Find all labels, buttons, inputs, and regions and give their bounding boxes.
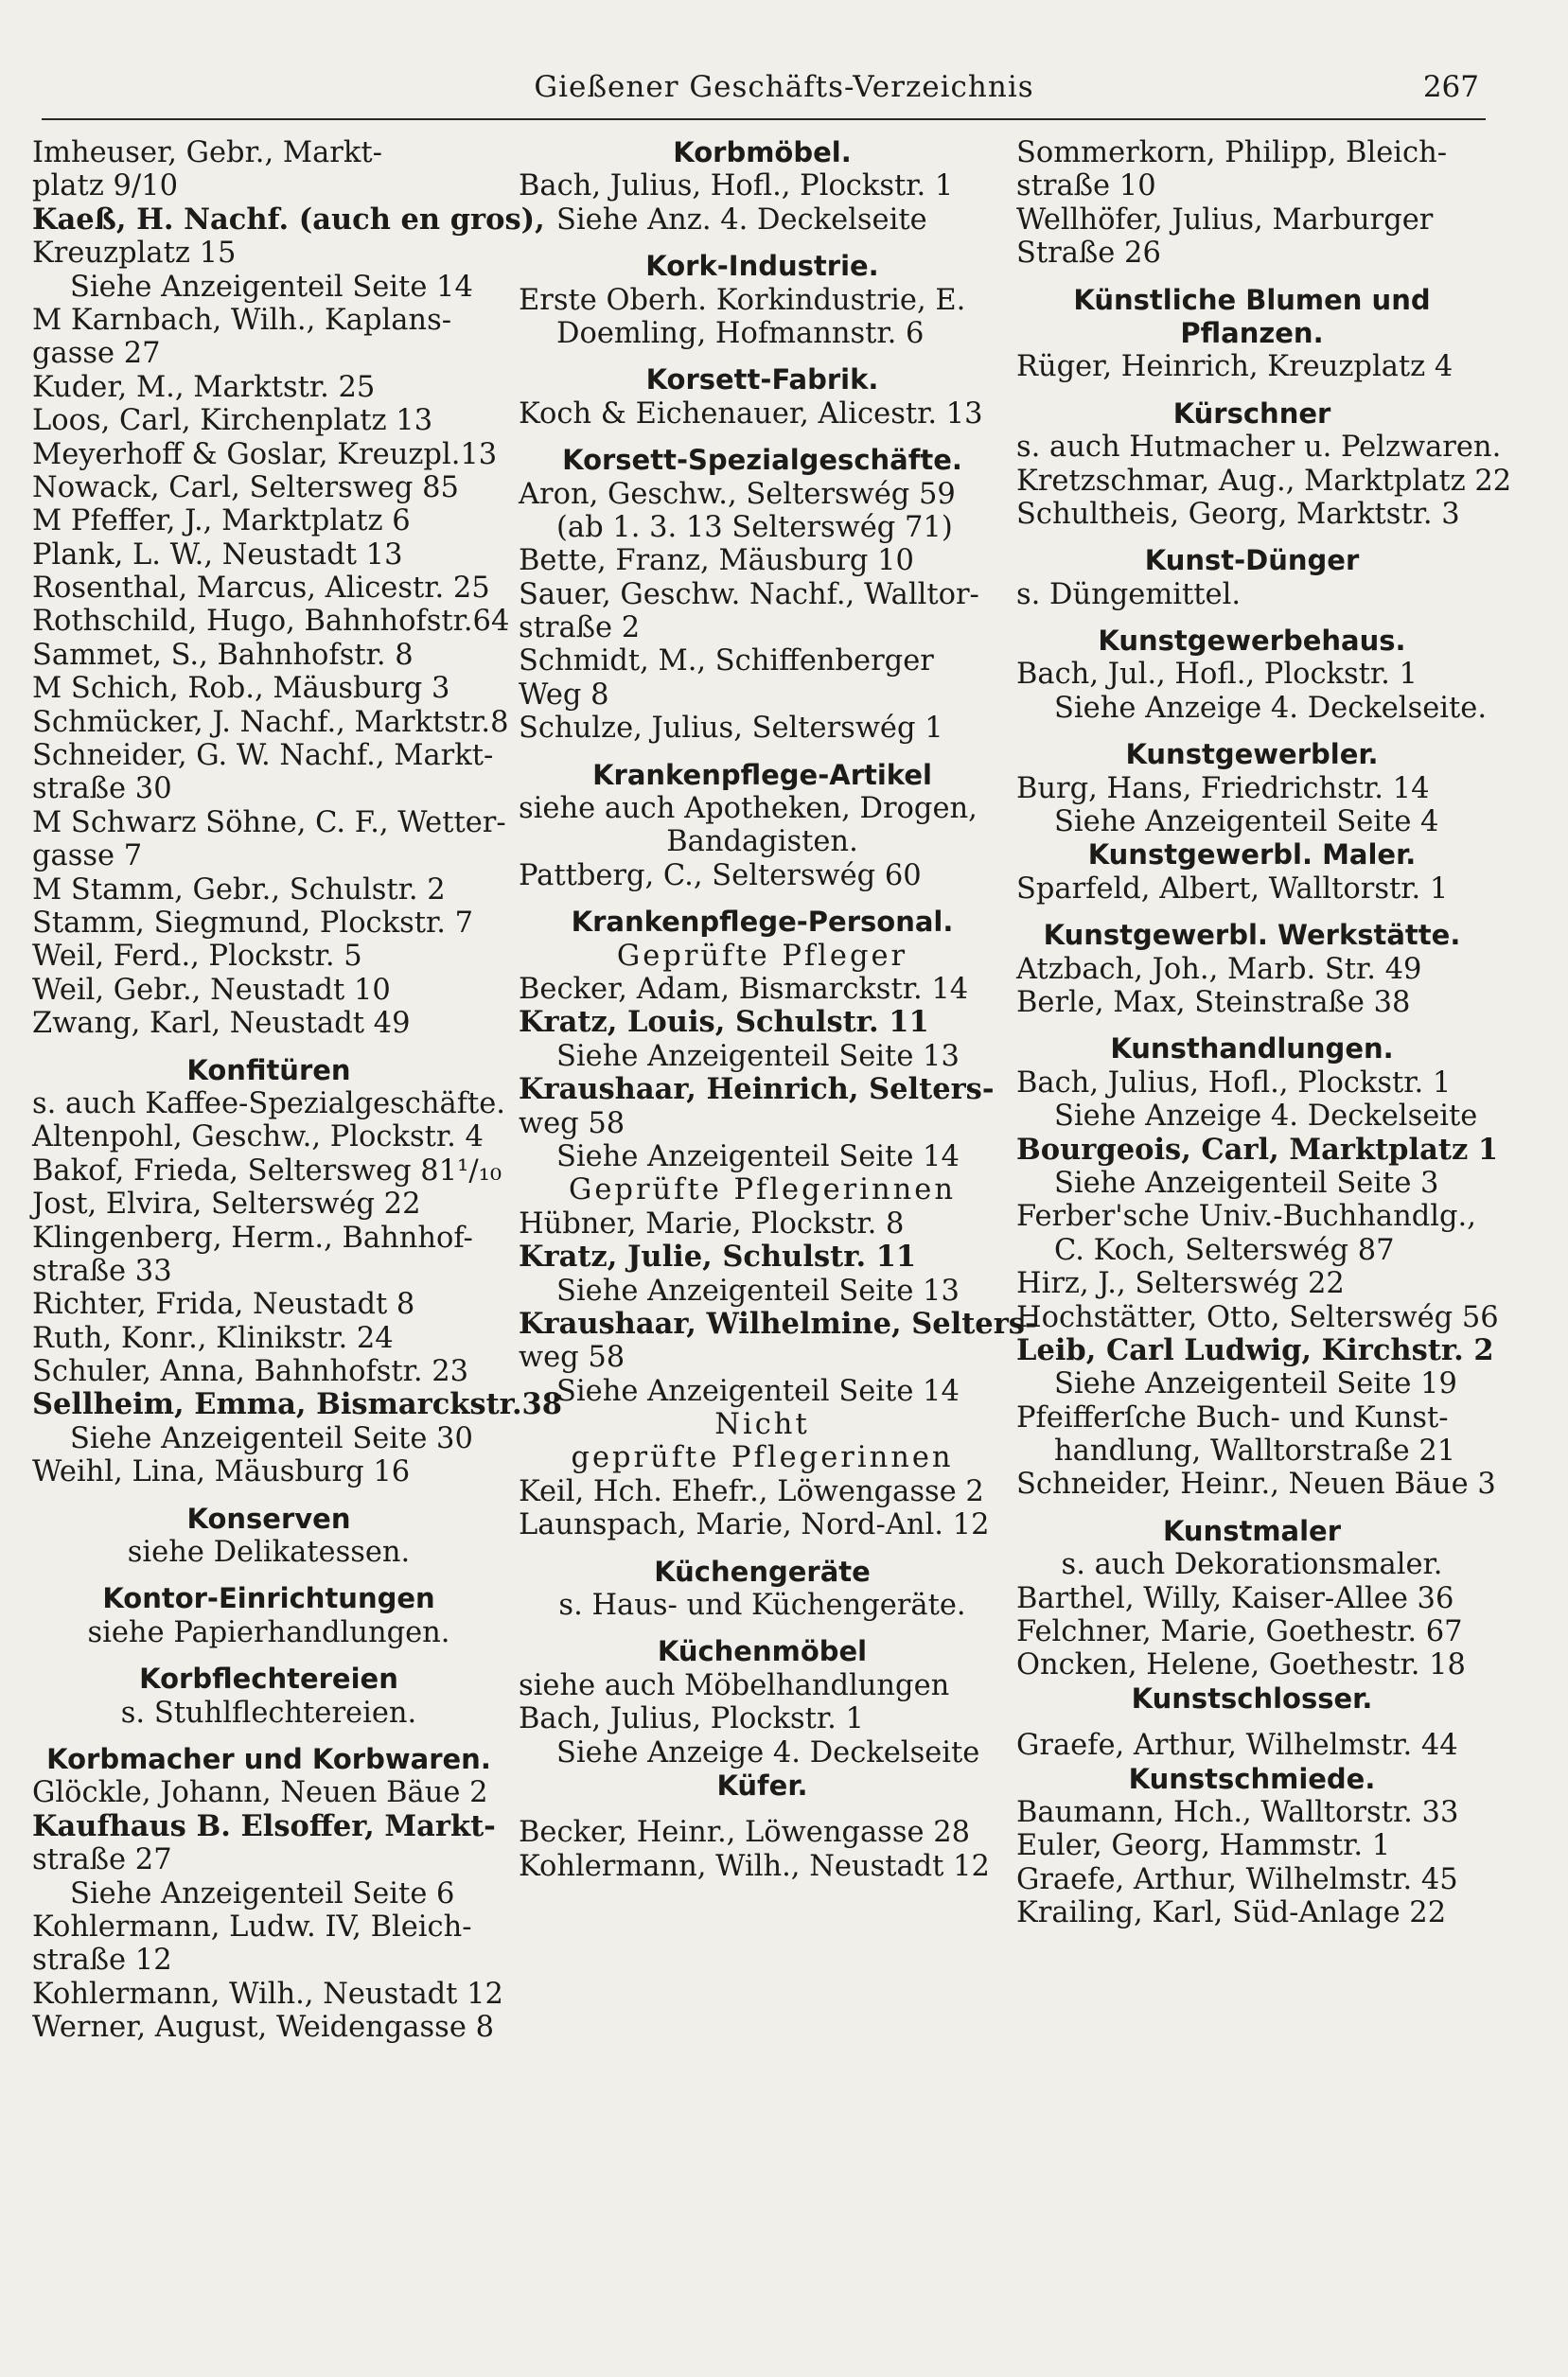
entry-line: Felchner, Marie, Goethestr. 67 <box>1016 1615 1463 1649</box>
entry-line: M Karnbach, Wilh., Kaplans- <box>32 303 452 337</box>
entry-line: Pfeifferſche Buch- und Kunst- <box>1016 1400 1449 1435</box>
section-heading: Kunst-Dünger <box>1144 544 1360 577</box>
entry-line: Schultheis, Georg, Marktstr. 3 <box>1016 497 1460 531</box>
section-heading: Kunstschlosser. <box>1131 1682 1373 1715</box>
entry-line: Erste Oberh. Korkindustrie, E. <box>519 283 966 317</box>
entry-line: Bandagisten. <box>666 825 858 859</box>
entry-line: Imheuser, Gebr., Markt- <box>32 136 382 169</box>
entry-line: Schmücker, J. Nachf., Marktstr.8 <box>32 705 509 739</box>
entry-line: M Schich, Rob., Mäusburg 3 <box>32 672 450 706</box>
entry-line: Glöckle, Johann, Neuen Bäue 2 <box>32 1776 488 1810</box>
entry-line: weg 58 <box>519 1106 625 1140</box>
entry-line: Zwang, Karl, Neustadt 49 <box>32 1007 411 1041</box>
entry-line: Kraushaar, Heinrich, Selters- <box>519 1072 995 1107</box>
entry-line: s. auch Kaffee-Spezialgeschäfte. <box>32 1086 505 1120</box>
entry-line: Berle, Max, Steinstraße 38 <box>1016 985 1411 1019</box>
entry-line: Siehe Anzeigenteil Seite 13 <box>556 1274 960 1308</box>
section-heading: Kunstgewerbl. Werkstätte. <box>1043 919 1461 952</box>
entry-line: Weil, Gebr., Neustadt 10 <box>32 973 391 1007</box>
column-right <box>1016 136 1512 1930</box>
entry-line: handlung, Walltorstraße 21 <box>1054 1435 1456 1469</box>
section-heading: Kunstgewerbehaus. <box>1098 625 1406 658</box>
entry-line: Kaufhaus B. Elsoffer, Markt- <box>32 1808 496 1843</box>
entry-line: Kratz, Julie, Schulstr. 11 <box>519 1240 917 1275</box>
entry-line: Graefe, Arthur, Wilhelmstr. 44 <box>1016 1729 1458 1763</box>
entry-line: M Stamm, Gebr., Schulstr. 2 <box>32 872 446 907</box>
entry-line: gasse 7 <box>32 839 143 873</box>
entry-line: geprüfte Pflegerinnen <box>571 1441 954 1475</box>
spacer <box>519 237 1006 250</box>
section-heading: Konserven <box>186 1502 351 1535</box>
spacer <box>32 1489 505 1503</box>
entry-line: Sauer, Geschw. Nachf., Walltor- <box>519 577 979 611</box>
entry-line: Weihl, Lina, Mäusburg 16 <box>32 1455 411 1489</box>
section-heading: Künstliche Blumen und <box>1073 283 1431 316</box>
entry-line: Stamm, Siegmund, Plockstr. 7 <box>32 906 474 940</box>
entry-line: gasse 27 <box>32 337 161 371</box>
page-number: 267 <box>1422 70 1479 104</box>
entry-line: Rüger, Heinrich, Kreuzplatz 4 <box>1016 350 1453 384</box>
entry-line: Ruth, Konr., Klinikstr. 24 <box>32 1321 394 1355</box>
entry-line: Baumann, Hch., Walltorstr. 33 <box>1016 1795 1459 1829</box>
entry-line: Siehe Anzeigenteil Seite 14 <box>556 1374 960 1408</box>
entry-line: straße 27 <box>32 1843 172 1877</box>
entry-line: Siehe Anzeigenteil Seite 3 <box>1054 1166 1439 1200</box>
entry-line: Bourgeois, Carl, Marktplatz 1 <box>1016 1132 1499 1167</box>
section-heading: Konfitüren <box>186 1053 351 1086</box>
entry-line: Schneider, Heinr., Neuen Bäue 3 <box>1016 1468 1496 1502</box>
spacer <box>519 1803 1006 1816</box>
entry-line: Rothschild, Hugo, Bahnhofstr.64 <box>32 605 510 639</box>
entry-line: Rosenthal, Marcus, Alicestr. 25 <box>32 572 490 606</box>
entry-line: Meyerhoff & Goslar, Kreuzpl.13 <box>32 437 498 471</box>
entry-line: Geprüfte Pflegerinnen <box>569 1173 956 1207</box>
section-heading: Kontor-Einrichtungen <box>102 1582 435 1615</box>
entry-line: Krailing, Karl, Süd-Anlage 22 <box>1016 1896 1447 1930</box>
entry-line: Sparfeld, Albert, Walltorstr. 1 <box>1016 872 1449 906</box>
entry-line: Bach, Julius, Hofl., Plockstr. 1 <box>519 169 954 203</box>
entry-line: Kuder, M., Marktstr. 25 <box>32 370 376 404</box>
entry-line: Siehe Anzeigenteil Seite 30 <box>70 1421 473 1455</box>
entry-line: s. Haus- und Küchengeräte. <box>558 1589 966 1623</box>
entry-line: Kratz, Louis, Schulstr. 11 <box>519 1005 929 1040</box>
spacer <box>1016 531 1488 544</box>
entry-line: Siehe Anzeigenteil Seite 4 <box>1054 805 1439 839</box>
entry-line: C. Koch, Selterswég 87 <box>1054 1233 1395 1267</box>
entry-line: Nicht <box>714 1408 810 1442</box>
entry-line: siehe Delikatessen. <box>127 1536 411 1570</box>
entry-line: Ferber'sche Univ.-Buchhandlg., <box>1016 1200 1476 1234</box>
entry-line: straße 12 <box>32 1944 172 1978</box>
entry-line: Becker, Adam, Bismarckstr. 14 <box>519 972 969 1006</box>
entry-line: Doemling, Hofmannstr. 6 <box>556 316 925 350</box>
entry-line: straße 30 <box>32 772 172 806</box>
spacer <box>1016 1502 1488 1515</box>
section-heading: Kunstschmiede. <box>1128 1762 1376 1795</box>
entry-line: Siehe Anzeige 4. Deckelseite <box>1054 1100 1478 1134</box>
entry-line: Kohlermann, Ludw. IV, Bleich- <box>32 1910 472 1944</box>
entry-line: Keil, Hch. Ehefr., Löwengasse 2 <box>519 1474 984 1508</box>
entry-line: Leib, Carl Ludwig, Kirchstr. 2 <box>1016 1332 1494 1367</box>
entry-line: Barthel, Willy, Kaiser-Allee 36 <box>1016 1581 1454 1615</box>
entry-line: s. Stuhlflechtereien. <box>120 1696 417 1730</box>
entry-line: Siehe Anzeige 4. Deckelseite <box>556 1735 980 1770</box>
entry-line: Schneider, G. W. Nachf., Markt- <box>32 739 494 773</box>
entry-line: Siehe Anzeige 4. Deckelseite. <box>1054 691 1488 725</box>
section-heading: Küchenmöbel <box>657 1635 868 1668</box>
entry-line: Becker, Heinr., Löwengasse 28 <box>519 1816 971 1850</box>
entry-line: Sammet, S., Bahnhofstr. 8 <box>32 638 414 672</box>
spacer <box>32 1569 505 1582</box>
spacer <box>519 431 1006 444</box>
entry-line: Kohlermann, Wilh., Neustadt 12 <box>32 1977 503 2011</box>
entry-line: Loos, Carl, Kirchenplatz 13 <box>32 404 433 438</box>
entry-line: Hirz, J., Selterswég 22 <box>1016 1267 1345 1301</box>
section-heading: Krankenpflege-Personal. <box>571 906 954 939</box>
entry-line: M Schwarz Söhne, C. F., Wetter- <box>32 805 506 839</box>
section-heading: Kork-Industrie. <box>645 250 879 283</box>
entry-line: Sellheim, Emma, Bismarckstr.38 <box>32 1387 563 1422</box>
entry-line: Kaeß, H. Nachf. (auch en gros), <box>32 202 545 237</box>
section-heading: Kunsthandlungen. <box>1110 1032 1394 1065</box>
header-rule <box>42 118 1486 120</box>
entry-line: weg 58 <box>519 1341 625 1375</box>
section-heading: Kunstgewerbler. <box>1125 738 1379 771</box>
section-heading: Korbmacher und Korbwaren. <box>46 1742 491 1775</box>
entry-line: Bakof, Frieda, Seltersweg 81¹/₁₀ <box>32 1153 502 1188</box>
entry-line: Kraushaar, Wilhelmine, Selters- <box>519 1306 1037 1341</box>
spacer <box>519 350 1006 363</box>
entry-line: Siehe Anzeigenteil Seite 13 <box>556 1039 960 1073</box>
entry-line: Oncken, Helene, Goethestr. 18 <box>1016 1648 1466 1682</box>
section-heading: Kunstmaler <box>1162 1514 1342 1547</box>
entry-line: Nowack, Carl, Seltersweg 85 <box>32 470 459 504</box>
spacer <box>1016 384 1488 397</box>
running-title: Gießener Geschäfts-Verzeichnis <box>534 70 1034 104</box>
spacer <box>32 1649 505 1663</box>
entry-line: Bach, Julius, Plockstr. 1 <box>519 1702 864 1736</box>
entry-line: Siehe Anz. 4. Deckelseite <box>556 202 927 237</box>
entry-line: s. Düngemittel. <box>1016 577 1242 611</box>
entry-line: s. auch Dekorationsmaler. <box>1061 1548 1443 1582</box>
entry-line: s. auch Hutmacher u. Pelzwaren. <box>1016 431 1502 465</box>
entry-line: Euler, Georg, Hammstr. 1 <box>1016 1829 1391 1863</box>
spacer <box>519 1622 1006 1635</box>
entry-line: (ab 1. 3. 13 Selterswég 71) <box>556 510 953 544</box>
section-heading: Korbmöbel. <box>673 136 852 168</box>
section-heading: Küchengeräte <box>654 1555 871 1588</box>
section-heading: Krankenpflege-Artikel <box>592 758 932 791</box>
spacer <box>519 892 1006 906</box>
entry-line: Kretzschmar, Aug., Marktplatz 22 <box>1016 464 1512 498</box>
column-middle <box>519 136 1037 1883</box>
entry-line: Altenpohl, Geschw., Plockstr. 4 <box>32 1120 484 1154</box>
entry-line: M Pfeffer, J., Marktplatz 6 <box>32 504 411 538</box>
entry-line: Geprüfte Pfleger <box>616 939 908 973</box>
section-heading: Pflanzen. <box>1180 316 1324 349</box>
entry-line: Schmidt, M., Schiffenberger <box>519 644 934 678</box>
spacer <box>32 1730 505 1743</box>
spacer <box>1016 271 1488 284</box>
spacer <box>32 1041 505 1054</box>
entry-line: Richter, Frida, Neustadt 8 <box>32 1288 415 1322</box>
entry-line: platz 9/10 <box>32 169 178 203</box>
entry-line: Hübner, Marie, Plockstr. 8 <box>519 1206 905 1241</box>
entry-line: Plank, L. W., Neustadt 13 <box>32 537 403 572</box>
entry-line: Kreuzplatz 15 <box>32 237 237 271</box>
entry-line: siehe auch Möbelhandlungen <box>519 1668 950 1702</box>
entry-line: Pattberg, C., Selterswég 60 <box>519 858 922 892</box>
entry-line: Straße 26 <box>1016 237 1161 271</box>
entry-line: straße 10 <box>1016 169 1156 203</box>
entry-line: Schuler, Anna, Bahnhofstr. 23 <box>32 1355 469 1389</box>
entry-line: Jost, Elvira, Selterswég 22 <box>32 1188 421 1222</box>
entry-line: siehe auch Apotheken, Drogen, <box>519 792 978 826</box>
entry-line: Aron, Geschw., Selterswég 59 <box>519 477 956 511</box>
entry-line: Hochstätter, Otto, Selterswég 56 <box>1016 1300 1499 1334</box>
spacer <box>1016 611 1488 625</box>
entry-line: Bach, Julius, Hofl., Plockstr. 1 <box>1016 1065 1452 1100</box>
spacer <box>1016 1019 1488 1032</box>
entry-line: Bach, Jul., Hofl., Plockstr. 1 <box>1016 658 1418 692</box>
entry-line: Atzbach, Joh., Marb. Str. 49 <box>1016 952 1422 986</box>
entry-line: Graefe, Arthur, Wilhelmstr. 45 <box>1016 1862 1458 1896</box>
entry-line: Kohlermann, Wilh., Neustadt 12 <box>519 1849 990 1883</box>
spacer <box>1016 906 1488 919</box>
entry-line: siehe Papierhandlungen. <box>87 1615 450 1649</box>
entry-line: Bette, Franz, Mäusburg 10 <box>519 544 914 578</box>
spacer <box>519 1542 1006 1556</box>
entry-line: Weg 8 <box>519 678 609 712</box>
section-heading: Korsett-Spezialgeschäfte. <box>562 444 962 477</box>
entry-line: straße 2 <box>519 611 641 645</box>
column-left <box>32 136 563 2045</box>
page-header <box>0 70 1568 121</box>
entry-line: Siehe Anzeigenteil Seite 6 <box>70 1876 455 1910</box>
entry-line: straße 33 <box>32 1254 172 1288</box>
entry-line: Weil, Ferd., Plockstr. 5 <box>32 940 362 974</box>
entry-line: Koch & Eichenauer, Alicestr. 13 <box>519 396 983 431</box>
entry-line: Siehe Anzeigenteil Seite 14 <box>70 270 473 304</box>
entry-line: Burg, Hans, Friedrichstr. 14 <box>1016 771 1430 805</box>
section-heading: Kürschner <box>1172 396 1331 430</box>
spacer <box>519 746 1006 759</box>
section-heading: Kunstgewerbl. Maler. <box>1087 838 1417 872</box>
section-heading: Küfer. <box>716 1769 808 1802</box>
section-heading: Korsett-Fabrik. <box>645 363 879 396</box>
spacer <box>1016 725 1488 738</box>
entry-line: Klingenberg, Herm., Bahnhof- <box>32 1221 473 1255</box>
entry-line: Siehe Anzeigenteil Seite 14 <box>556 1139 960 1173</box>
entry-line: Werner, August, Weidengasse 8 <box>32 2011 494 2045</box>
entry-line: Siehe Anzeigenteil Seite 19 <box>1054 1367 1457 1401</box>
entry-line: Launspach, Marie, Nord-Anl. 12 <box>519 1508 990 1542</box>
spacer <box>1016 1716 1488 1729</box>
section-heading: Korbflechtereien <box>139 1663 398 1696</box>
entry-line: Wellhöfer, Julius, Marburger <box>1016 202 1434 237</box>
entry-line: Schulze, Julius, Selterswég 1 <box>519 712 943 746</box>
entry-line: Sommerkorn, Philipp, Bleich- <box>1016 136 1448 169</box>
